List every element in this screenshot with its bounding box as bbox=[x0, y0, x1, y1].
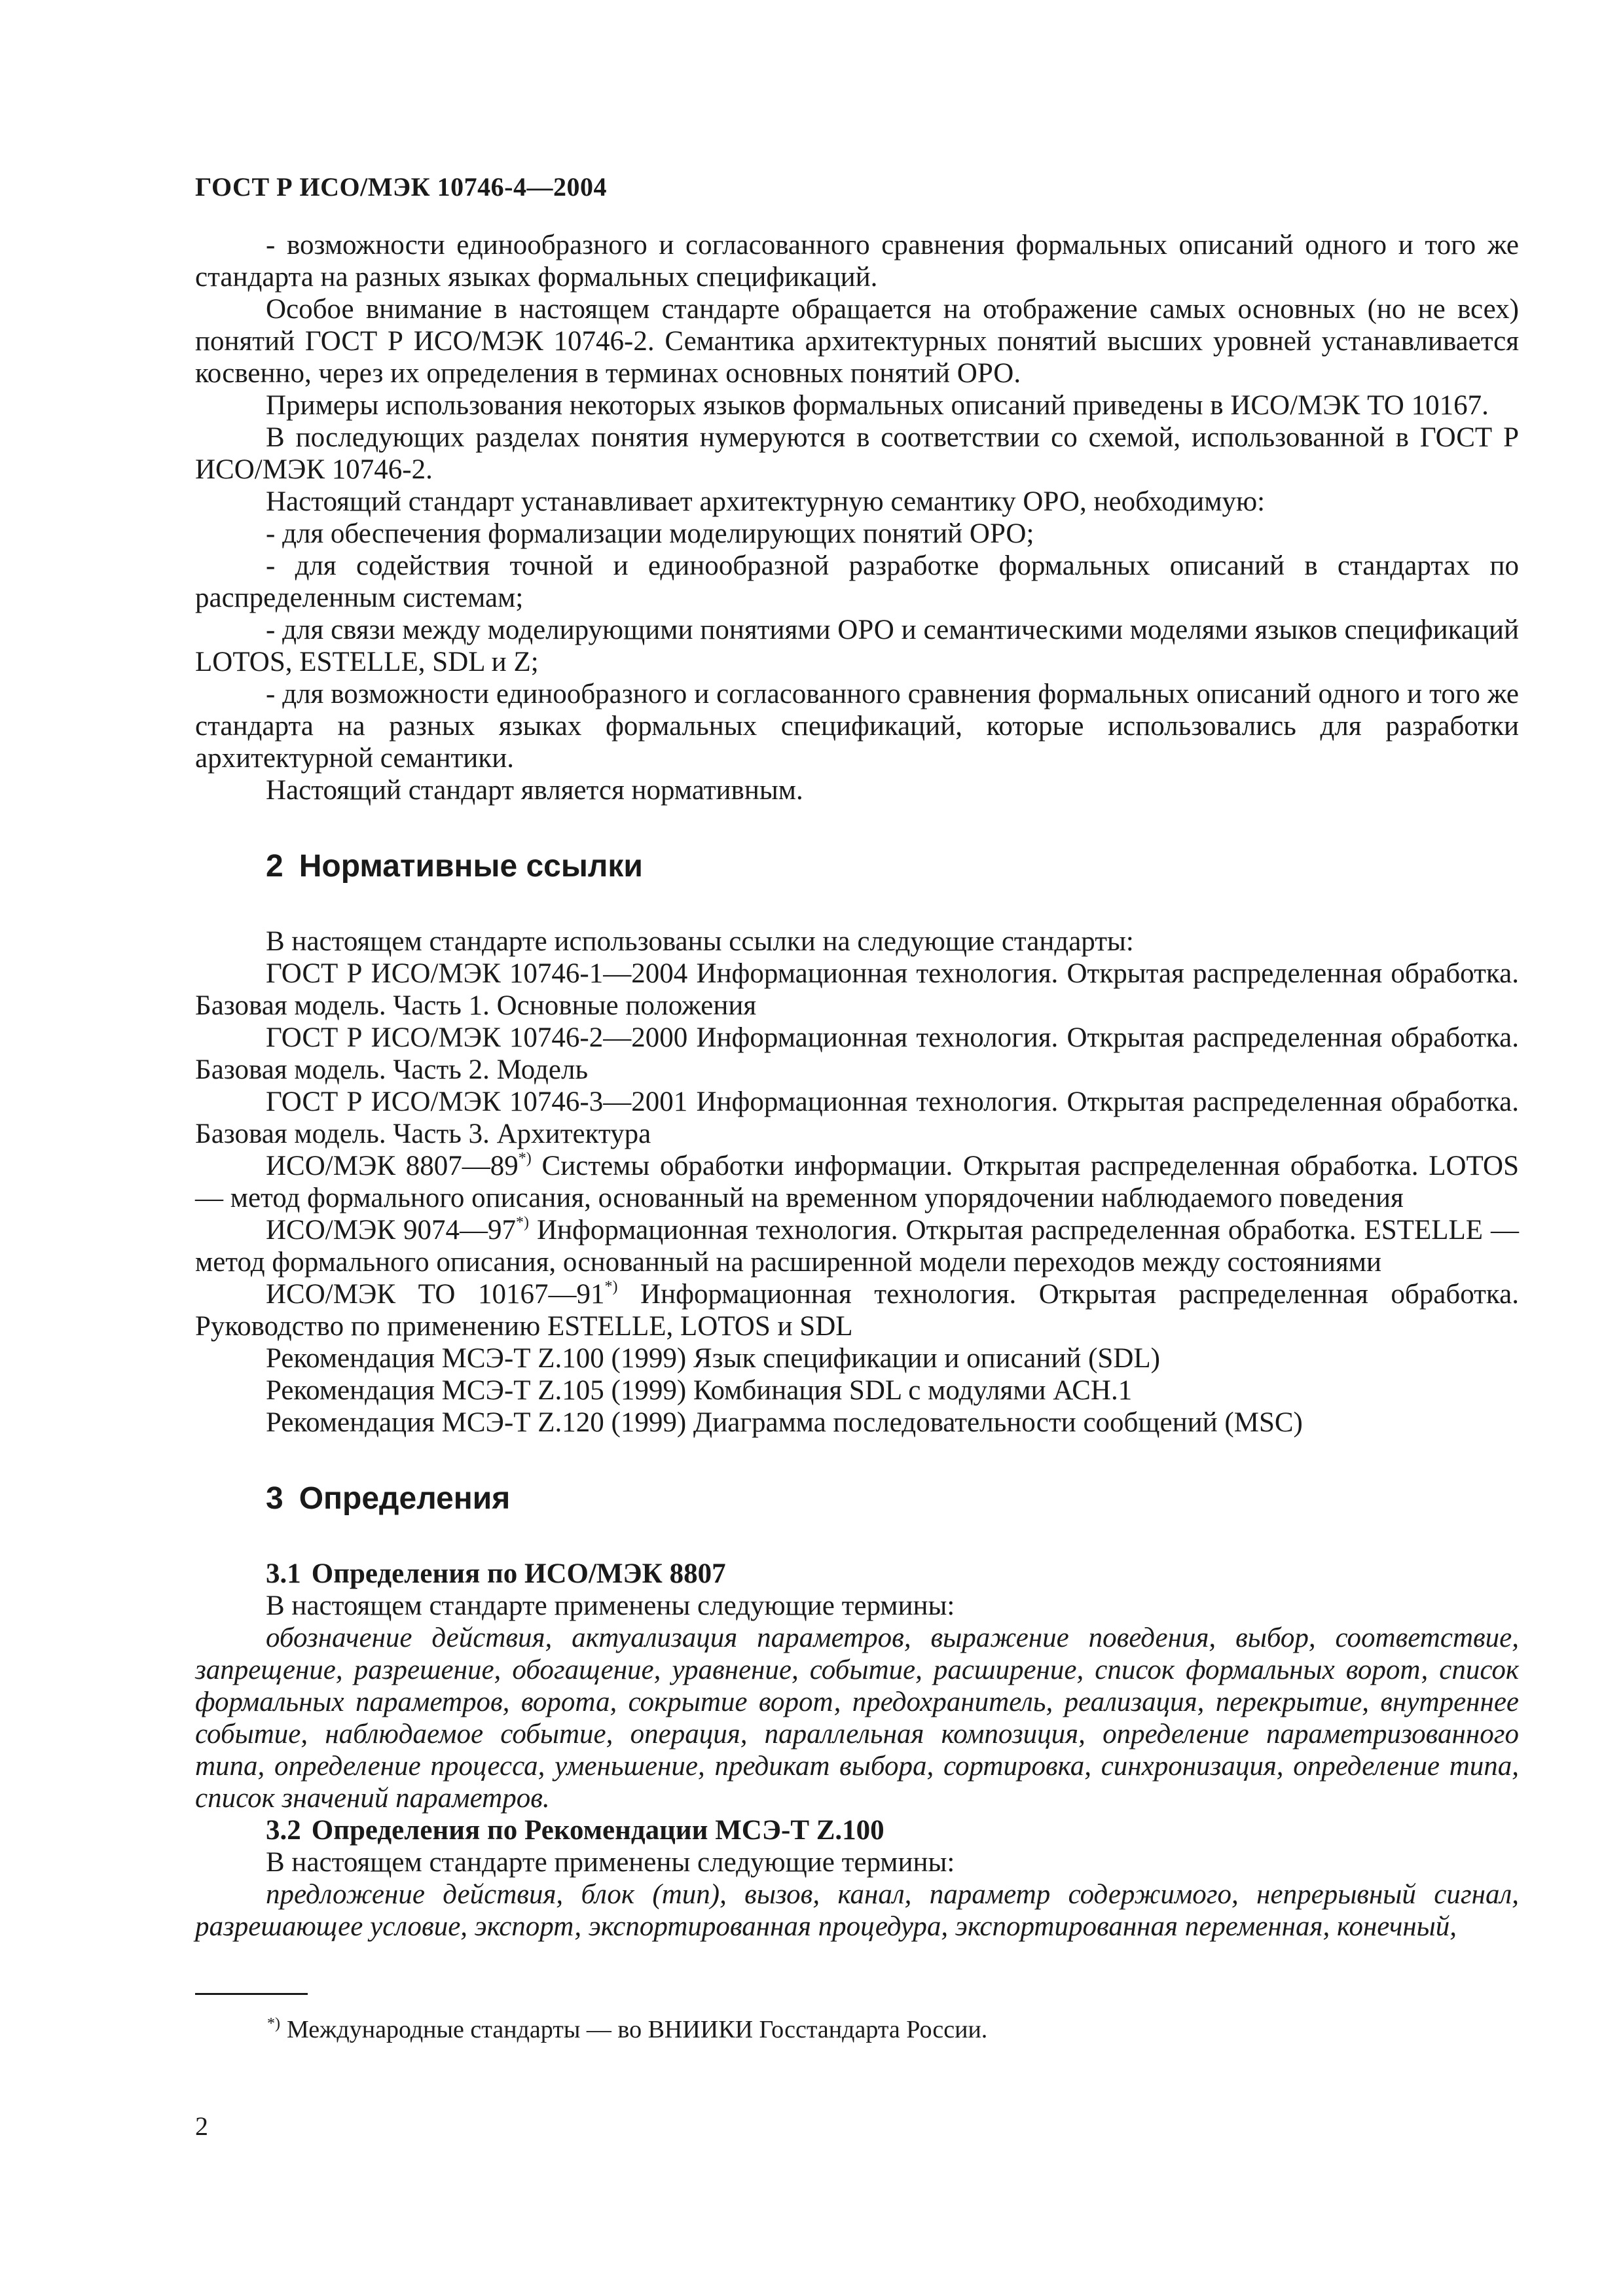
paragraph: В настоящем стандарте применены следующие термины: bbox=[266, 1847, 955, 1878]
section-title: Определения bbox=[299, 1481, 511, 1516]
paragraph: - возможности единообразного и согласованного сравнения формальных описаний одного и того же стандарта на разных языках формальных спецификаций. bbox=[195, 230, 1519, 293]
footnote-mark: *) bbox=[604, 1278, 618, 1295]
reference-item: ГОСТ Р ИСО/МЭК 10746-2—2000 Информационная технология. Открытая распределенная обработка. Базовая модель. Часть 2. Модель bbox=[195, 1022, 1519, 1085]
section-number: 3 bbox=[266, 1481, 283, 1516]
subsection-title: Определения по Рекомендации МСЭ-Т Z.100 bbox=[311, 1815, 884, 1846]
paragraph: В последующих разделах понятия нумеруются в соответствии со схемой, использованной в ГОСТ Р ИСО/МЭК 10746-2. bbox=[195, 422, 1519, 485]
terms-list: обозначение действия, актуализация параметров, выражение поведения, выбор, соответствие, запрещение, разрешение, обогащение, уравнение, событие, расширение, список формальных ворот, список формальных параметров, ворота, сокрытие ворот, предохранитель, реализация, перекрытие, внутреннее событие, наблюдаемое событие, операция, параллельная композиция, определение параметризованного типа, определение процесса, уменьшение, предикат выбора, сортировка, синхронизация, определение типа, список значений параметров. bbox=[195, 1623, 1519, 1814]
reference-item: Рекомендация МСЭ-Т Z.100 (1999) Язык спецификации и описаний (SDL) bbox=[266, 1343, 1160, 1374]
reference-item bbox=[195, 1150, 1519, 1214]
subsection-heading bbox=[266, 1814, 1519, 1846]
footnote-mark: *) bbox=[516, 1214, 530, 1231]
reference-item: ГОСТ Р ИСО/МЭК 10746-3—2001 Информационная технология. Открытая распределенная обработка. Базовая модель. Часть 3. Архитектура bbox=[195, 1086, 1519, 1149]
reference-code: ИСО/МЭК 9074—97 bbox=[266, 1215, 517, 1246]
paragraph: В настоящем стандарте использованы ссылки на следующие стандарты: bbox=[266, 926, 1134, 957]
paragraph: Особое внимание в настоящем стандарте обращается на отображение самых основных (но не всех) понятий ГОСТ Р ИСО/МЭК 10746-2. Семантика архитектурных понятий высших уровней устанавливается косвенно, через их определения в терминах основных понятий ОРО. bbox=[195, 294, 1519, 389]
reference-item: Рекомендация МСЭ-Т Z.105 (1999) Комбинация SDL с модулями АСН.1 bbox=[266, 1375, 1133, 1406]
reference-text: Информационная технология. Открытая распределенная обработка. ESTELLE — метод формального описания, основанный на расширенной модели переходов между состояниями bbox=[195, 1215, 1519, 1278]
paragraph: Настоящий стандарт является нормативным. bbox=[266, 775, 803, 806]
page-number: 2 bbox=[195, 2111, 208, 2141]
document-body bbox=[195, 229, 1519, 1943]
subsection-number: 3.2 bbox=[266, 1815, 301, 1846]
list-item: - для обеспечения формализации моделирующих понятий ОРО; bbox=[266, 518, 1034, 549]
subsection-title: Определения по ИСО/МЭК 8807 bbox=[311, 1558, 726, 1589]
footnote-mark: *) bbox=[518, 1150, 532, 1167]
section-heading bbox=[266, 1480, 1519, 1517]
footnote-mark: *) bbox=[267, 2015, 280, 2032]
terms-list: предложение действия, блок (тип), вызов, канал, параметр содержимого, непрерывный сигнал, разрешающее условие, экспорт, экспортированная процедура, экспортированная переменная, конечный, bbox=[195, 1879, 1519, 1942]
reference-item: ГОСТ Р ИСО/МЭК 10746-1—2004 Информационная технология. Открытая распределенная обработка. Базовая модель. Часть 1. Основные положения bbox=[195, 958, 1519, 1021]
reference-item bbox=[195, 1214, 1519, 1278]
reference-item bbox=[195, 1278, 1519, 1342]
list-item: - для связи между моделирующими понятиями ОРО и семантическими моделями языков спецификаций LOTOS, ESTELLE, SDL и Z; bbox=[195, 615, 1519, 677]
footnote bbox=[267, 2009, 987, 2044]
list-item: - для возможности единообразного и согласованного сравнения формальных описаний одного и того же стандарта на разных языках формальных спецификаций, которые использовались для разработки архитектурной семантики. bbox=[195, 679, 1519, 774]
reference-text: Информационная технология. Открытая распределенная обработка. Руководство по применению ESTELLE, LOTOS и SDL bbox=[195, 1279, 1519, 1342]
paragraph: В настоящем стандарте применены следующие термины: bbox=[266, 1590, 955, 1621]
reference-text: Системы обработки информации. Открытая распределенная обработка. LOTOS — метод формального описания, основанный на временном упорядочении наблюдаемого поведения bbox=[195, 1151, 1519, 1213]
section-number: 2 bbox=[266, 849, 283, 884]
section-heading bbox=[266, 848, 1519, 885]
subsection-heading bbox=[266, 1558, 1519, 1590]
subsection-number: 3.1 bbox=[266, 1558, 301, 1589]
list-item: - для содействия точной и единообразной разработке формальных описаний в стандартах по распределенным системам; bbox=[195, 550, 1519, 613]
reference-item: Рекомендация МСЭ-Т Z.120 (1999) Диаграмма последовательности сообщений (MSC) bbox=[266, 1407, 1303, 1438]
paragraph: Примеры использования некоторых языков формальных описаний приведены в ИСО/МЭК ТО 10167. bbox=[266, 390, 1489, 421]
document-header: ГОСТ Р ИСО/МЭК 10746-4—2004 bbox=[195, 172, 607, 202]
paragraph: Настоящий стандарт устанавливает архитектурную семантику ОРО, необходимую: bbox=[266, 486, 1266, 517]
footnote-text: Международные стандарты — во ВНИИКИ Госстандарта России. bbox=[287, 2016, 988, 2043]
section-title: Нормативные ссылки bbox=[299, 849, 643, 884]
footnote-divider bbox=[195, 1993, 308, 1995]
reference-code: ИСО/МЭК 8807—89 bbox=[266, 1151, 519, 1181]
reference-code: ИСО/МЭК ТО 10167—91 bbox=[266, 1279, 605, 1310]
